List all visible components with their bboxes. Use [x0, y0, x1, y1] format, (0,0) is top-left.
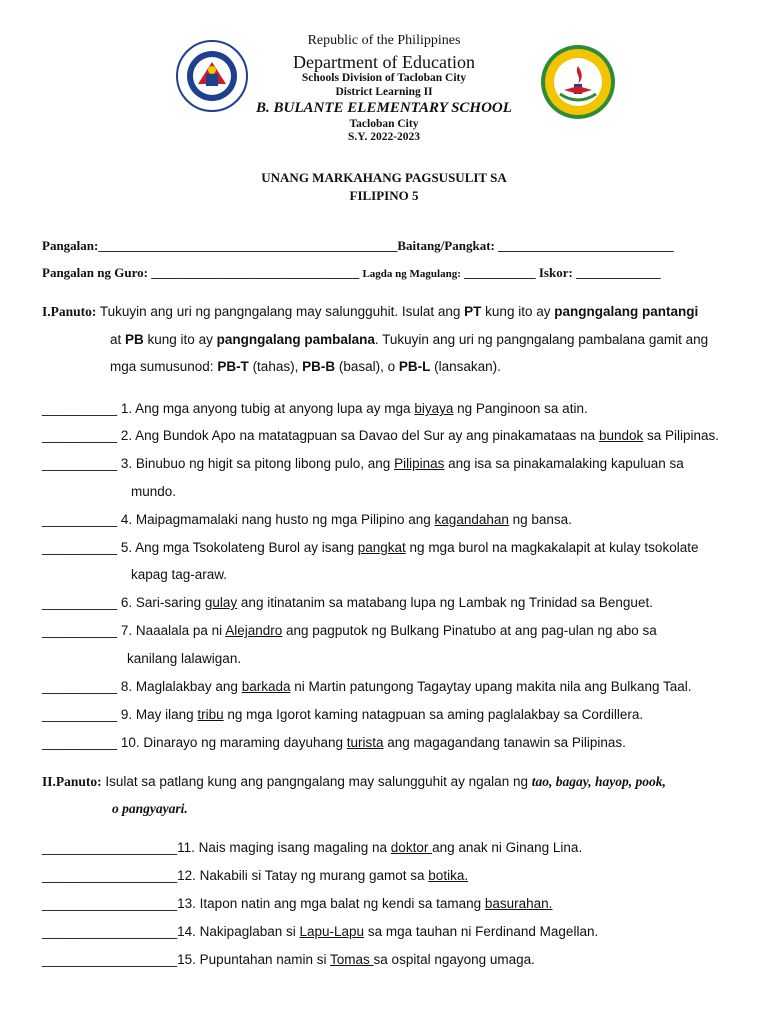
question-text: 9. May ilang	[117, 707, 198, 722]
question-text: 15. Pupuntahan namin si	[177, 952, 331, 967]
division-line: Schools Division of Tacloban City	[301, 72, 467, 84]
question-item	[42, 952, 535, 967]
answer-blank[interactable]: __________________	[42, 924, 178, 939]
underlined-noun: Alejandro	[225, 623, 283, 638]
question-text: 14. Nakipaglaban si	[177, 924, 300, 939]
answer-blank[interactable]: __________	[42, 456, 118, 471]
exam-title: UNANG MARKAHANG PAGSUSULIT SA	[261, 170, 507, 185]
pbb-code: PB-B	[302, 359, 336, 374]
part1-text: . Tukuyin ang uri ng pangngalang pambalana gamit ang	[374, 332, 709, 347]
school-year: S.Y. 2022-2023	[347, 131, 421, 143]
question-text: sa Pilipinas.	[643, 428, 720, 443]
answer-blank[interactable]: __________	[42, 512, 118, 527]
question-item	[42, 512, 572, 527]
underlined-noun: bundok	[598, 428, 644, 443]
pbt-code: PB-T	[217, 359, 249, 374]
part1-text: at	[110, 332, 126, 347]
question-text: 4. Maipagmamalaki nang husto ng mga Pilipino ang	[117, 512, 435, 527]
question-text: ni Martin patungong Tagaytay upang makita nila ang Bulkang Taal.	[290, 679, 692, 694]
question-text: ng mga Igorot kaming natagpuan sa aming paglalakbay sa Cordillera.	[223, 707, 644, 722]
question-item	[42, 595, 653, 610]
answer-blank[interactable]: __________	[42, 428, 118, 443]
answer-blank[interactable]: __________	[42, 623, 118, 638]
question-text: 13. Itapon natin ang mga balat ng kendi sa tamang	[177, 896, 485, 911]
underlined-noun: Lapu-Lapu	[299, 924, 365, 939]
underlined-noun: tribu	[197, 707, 224, 722]
question-continuation: kanilang lalawigan.	[127, 651, 242, 666]
pambalana-term: pangngalang pambalana	[216, 332, 375, 347]
grade-input-line[interactable]: ___________________________	[498, 238, 674, 253]
department-title: Department of Education	[293, 52, 475, 72]
answer-blank[interactable]: __________	[42, 595, 118, 610]
district-line: District Learning II	[335, 86, 433, 98]
part1-instruction-line2	[110, 332, 708, 347]
question-text: 3. Binubuo ng higit sa pitong libong pulo, ang	[117, 456, 395, 471]
question-text: ang isa sa pinakamalaking kapuluan sa	[444, 456, 684, 471]
answer-blank[interactable]: __________________	[42, 868, 178, 883]
pb-code: PB	[125, 332, 144, 347]
question-text: 1. Ang mga anyong tubig at anyong lupa ay mga	[117, 401, 415, 416]
part1-text: (basal), o	[335, 359, 399, 374]
question-text: 10. Dinarayo ng maraming dayuhang	[117, 735, 347, 750]
question-text: ng Panginoon sa atin.	[453, 401, 588, 416]
part2-text: Isulat sa patlang kung ang pangngalang may salungguhit ay ngalan ng	[101, 774, 532, 789]
part1-text: mga sumusunod:	[110, 359, 218, 374]
underlined-noun: kagandahan	[434, 512, 509, 527]
parent-signature-label: Lagda ng Magulang:	[362, 268, 461, 280]
question-continuation: kapag tag-araw.	[131, 567, 228, 582]
question-text: 7. Naaalala pa ni	[117, 623, 226, 638]
answer-blank[interactable]: __________________	[42, 952, 178, 967]
underlined-noun: gulay	[204, 595, 238, 610]
question-item	[42, 735, 626, 750]
republic-line: Republic of the Philippines	[307, 33, 461, 48]
teacher-field-row	[42, 265, 661, 281]
parent-signature-line[interactable]: ___________	[464, 265, 536, 280]
question-text: 5. Ang mga Tsokolateng Burol ay isang	[117, 540, 358, 555]
part1-text: (tahas),	[248, 359, 303, 374]
underlined-noun: doktor	[390, 840, 433, 855]
question-text: ng bansa.	[508, 512, 572, 527]
question-text: ang anak ni Ginang Lina.	[432, 840, 583, 855]
question-text: 11. Nais maging isang magaling na	[177, 840, 391, 855]
question-item	[42, 840, 582, 855]
answer-blank[interactable]: __________	[42, 735, 118, 750]
part2-label: II.Panuto:	[42, 774, 102, 789]
question-text: ng mga burol na magkakalapit at kulay tsokolate	[405, 540, 699, 555]
pantangi-term: pangngalang pantangi	[554, 304, 699, 319]
question-item	[42, 540, 698, 555]
question-item	[42, 707, 643, 722]
underlined-noun: biyaya	[414, 401, 454, 416]
question-item	[42, 679, 692, 694]
question-item	[42, 868, 468, 883]
question-item	[42, 896, 552, 911]
underlined-noun: Pilipinas	[394, 456, 445, 471]
name-label: Pangalan:	[42, 238, 99, 253]
question-text: sa ospital ngayong umaga.	[373, 952, 535, 967]
underlined-noun: pangkat	[357, 540, 406, 555]
question-text: sa mga tauhan ni Ferdinand Magellan.	[364, 924, 599, 939]
answer-blank[interactable]: __________	[42, 401, 118, 416]
question-continuation: mundo.	[131, 484, 177, 499]
grade-label: Baitang/Pangkat:	[397, 238, 495, 253]
pbl-code: PB-L	[398, 359, 431, 374]
question-item	[42, 456, 684, 471]
underlined-noun: Tomas	[330, 952, 374, 967]
score-label: Iskor:	[538, 265, 573, 280]
answer-blank[interactable]: __________	[42, 540, 118, 555]
part1-instruction-line3	[110, 359, 501, 374]
question-text: 2. Ang Bundok Apo na matatagpuan sa Davao del Sur ay ang pinakamataas na	[117, 428, 599, 443]
teacher-input-line[interactable]: ________________________________	[151, 265, 360, 280]
question-item	[42, 623, 657, 638]
part2-instruction-line1	[42, 774, 666, 790]
categories-text: tao, bagay, hayop, pook,	[531, 774, 666, 789]
question-text: ang magagandang tanawin sa Pilipinas.	[383, 735, 626, 750]
question-item	[42, 401, 588, 416]
question-item	[42, 924, 598, 939]
part1-label: I.Panuto:	[42, 304, 97, 319]
underlined-noun: basurahan.	[484, 896, 553, 911]
name-field-row	[42, 238, 674, 254]
underlined-noun: barkada	[241, 679, 291, 694]
question-text: ang pagputok ng Bulkang Pinatubo at ang pag-ulan ng abo sa	[282, 623, 657, 638]
exam-subject: FILIPINO 5	[349, 188, 419, 203]
pt-code: PT	[464, 304, 482, 319]
part1-text: Tukuyin ang uri ng pangngalang may salungguhit. Isulat ang	[96, 304, 465, 319]
answer-blank[interactable]: __________	[42, 679, 118, 694]
answer-blank[interactable]: __________________	[42, 896, 178, 911]
question-text: 6. Sari-saring	[117, 595, 205, 610]
question-text: ang itinatanim sa matabang lupa ng Lambak ng Trinidad sa Benguet.	[237, 595, 653, 610]
school-name: B. BULANTE ELEMENTARY SCHOOL	[256, 100, 512, 116]
question-item	[42, 428, 719, 443]
name-input-line[interactable]: ______________________________________________	[98, 238, 398, 253]
underlined-noun: turista	[346, 735, 384, 750]
underlined-noun: botika.	[428, 868, 469, 883]
teacher-label: Pangalan ng Guro:	[42, 265, 148, 280]
question-text: 12. Nakabili si Tatay ng murang gamot sa	[177, 868, 429, 883]
part1-instruction-line1	[42, 304, 698, 320]
city-line: Tacloban City	[349, 118, 419, 130]
question-text: 8. Maglalakbay ang	[117, 679, 242, 694]
part1-text: (lansakan).	[430, 359, 501, 374]
part1-text: kung ito ay	[143, 332, 217, 347]
part1-text: kung ito ay	[481, 304, 555, 319]
score-input-line[interactable]: _____________	[576, 265, 661, 280]
answer-blank[interactable]: __________________	[42, 840, 178, 855]
part2-instruction-line2: o pangyayari.	[112, 801, 188, 816]
answer-blank[interactable]: __________	[42, 707, 118, 722]
